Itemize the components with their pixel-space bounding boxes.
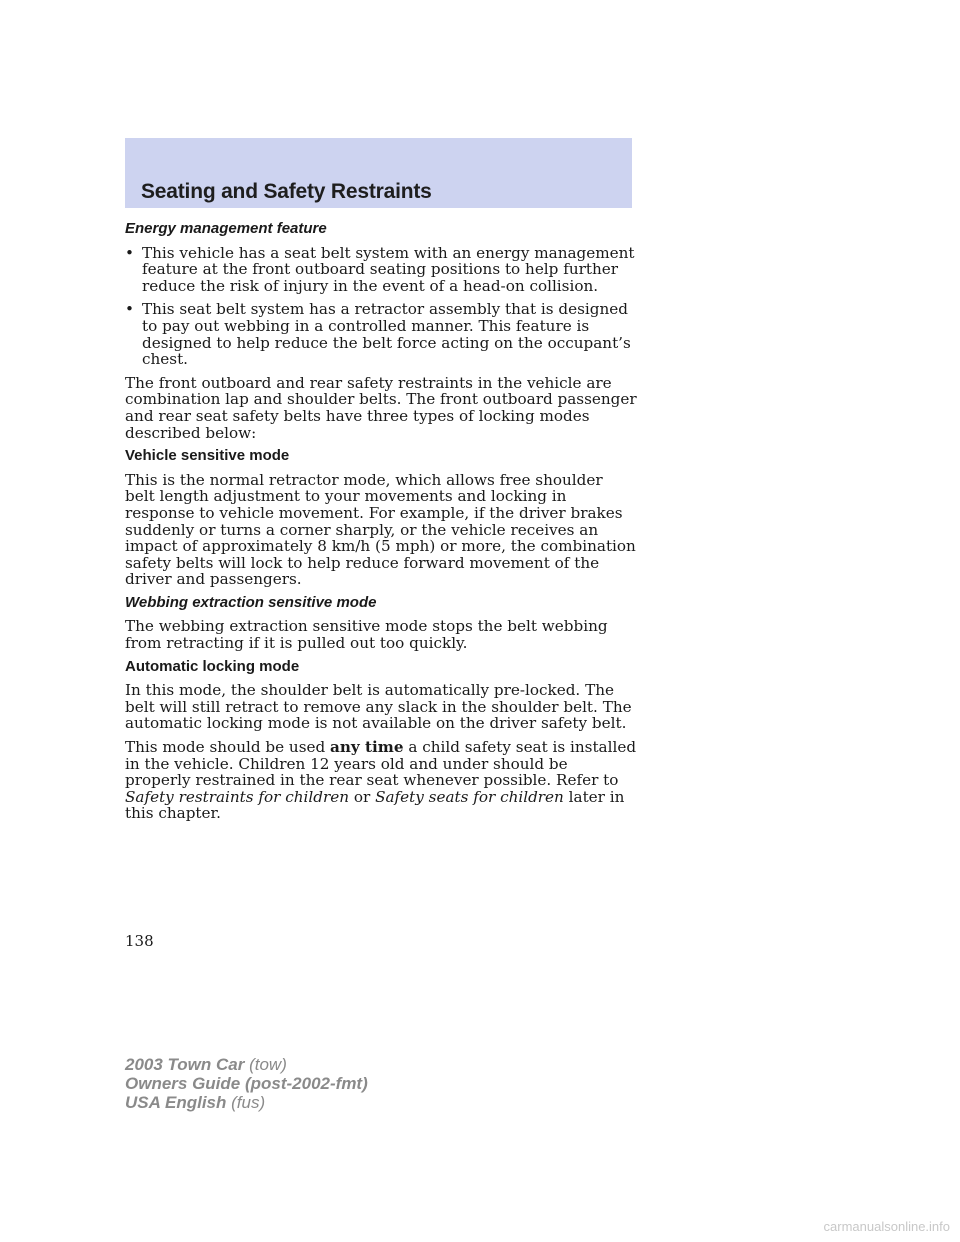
footer-language-code: (fus)	[226, 1093, 266, 1112]
reference-safety-seats-children: Safety seats for children	[375, 787, 564, 806]
bullet-item	[125, 245, 637, 295]
heading-energy-management: Energy management feature	[125, 220, 327, 237]
paragraph-vehicle-sensitive: This is the normal retractor mode, which allows free shoulder belt length adjustment to your movements and locking in response to vehicle movement. For example, if the driver brakes suddenly or turns a corner sharply, or the vehicle receives an impact of approximately 8 km/h (5 mph) or more, the combination safety belts will lock to help reduce forward movement of the driver and passengers.	[125, 470, 636, 589]
bullet-item	[125, 301, 637, 367]
bullet-text: This seat belt system has a retractor assembly that is designed to pay out webbing in a controlled manner. This feature is designed to help reduce the belt force acting on the occupant’s chest.	[142, 300, 631, 369]
text-run: or	[349, 787, 376, 806]
footer-model-code: (tow)	[244, 1055, 287, 1074]
heading-webbing-extraction: Webbing extraction sensitive mode	[125, 593, 377, 611]
paragraph-webbing-extraction: The webbing extraction sensitive mode stops the belt webbing from retracting if it is pulled out too quickly.	[125, 617, 608, 653]
bullet-dot-icon: •	[125, 243, 134, 262]
page-number: 138	[125, 932, 154, 950]
bullet-text: This vehicle has a seat belt system with an energy management feature at the front outboard seating positions to help further reduce the risk of injury in the event of a head-on collision.	[142, 243, 635, 295]
reference-safety-restraints-children: Safety restraints for children	[125, 787, 350, 806]
footer-language: USA English	[125, 1093, 227, 1112]
page-content	[125, 221, 637, 829]
document-footer	[125, 1055, 368, 1112]
emphasis-any-time: any time	[330, 738, 404, 757]
footer-line-language	[125, 1093, 368, 1112]
watermark: carmanualsonline.info	[823, 1219, 950, 1234]
heading-automatic-locking: Automatic locking mode	[125, 657, 300, 675]
footer-model: 2003 Town Car	[125, 1055, 245, 1074]
text-run: later in this chapter.	[125, 787, 625, 823]
footer-line-guide: Owners Guide (post-2002-fmt)	[125, 1074, 368, 1093]
paragraph-child-seat	[125, 739, 637, 822]
footer-line-model	[125, 1055, 368, 1074]
text-run: This mode should be used	[125, 738, 331, 757]
text-run: a child safety seat is installed in the vehicle. Children 12 years old and under should be properly restrained in the rear seat whenever possible. Refer to	[125, 738, 637, 790]
section-header-band	[125, 138, 632, 208]
heading-vehicle-sensitive-mode: Vehicle sensitive mode	[125, 447, 290, 465]
paragraph-automatic-locking: In this mode, the shoulder belt is automatically pre-locked. The belt will still retract to remove any slack in the shoulder belt. The automatic locking mode is not available on the driver safety belt.	[125, 681, 632, 733]
bullet-dot-icon: •	[125, 300, 134, 319]
paragraph-locking-modes-intro: The front outboard and rear safety restraints in the vehicle are combination lap and shoulder belts. The front outboard passenger and rear seat safety belts have three types of locking modes described below:	[125, 373, 637, 442]
section-title: Seating and Safety Restraints	[141, 180, 432, 203]
